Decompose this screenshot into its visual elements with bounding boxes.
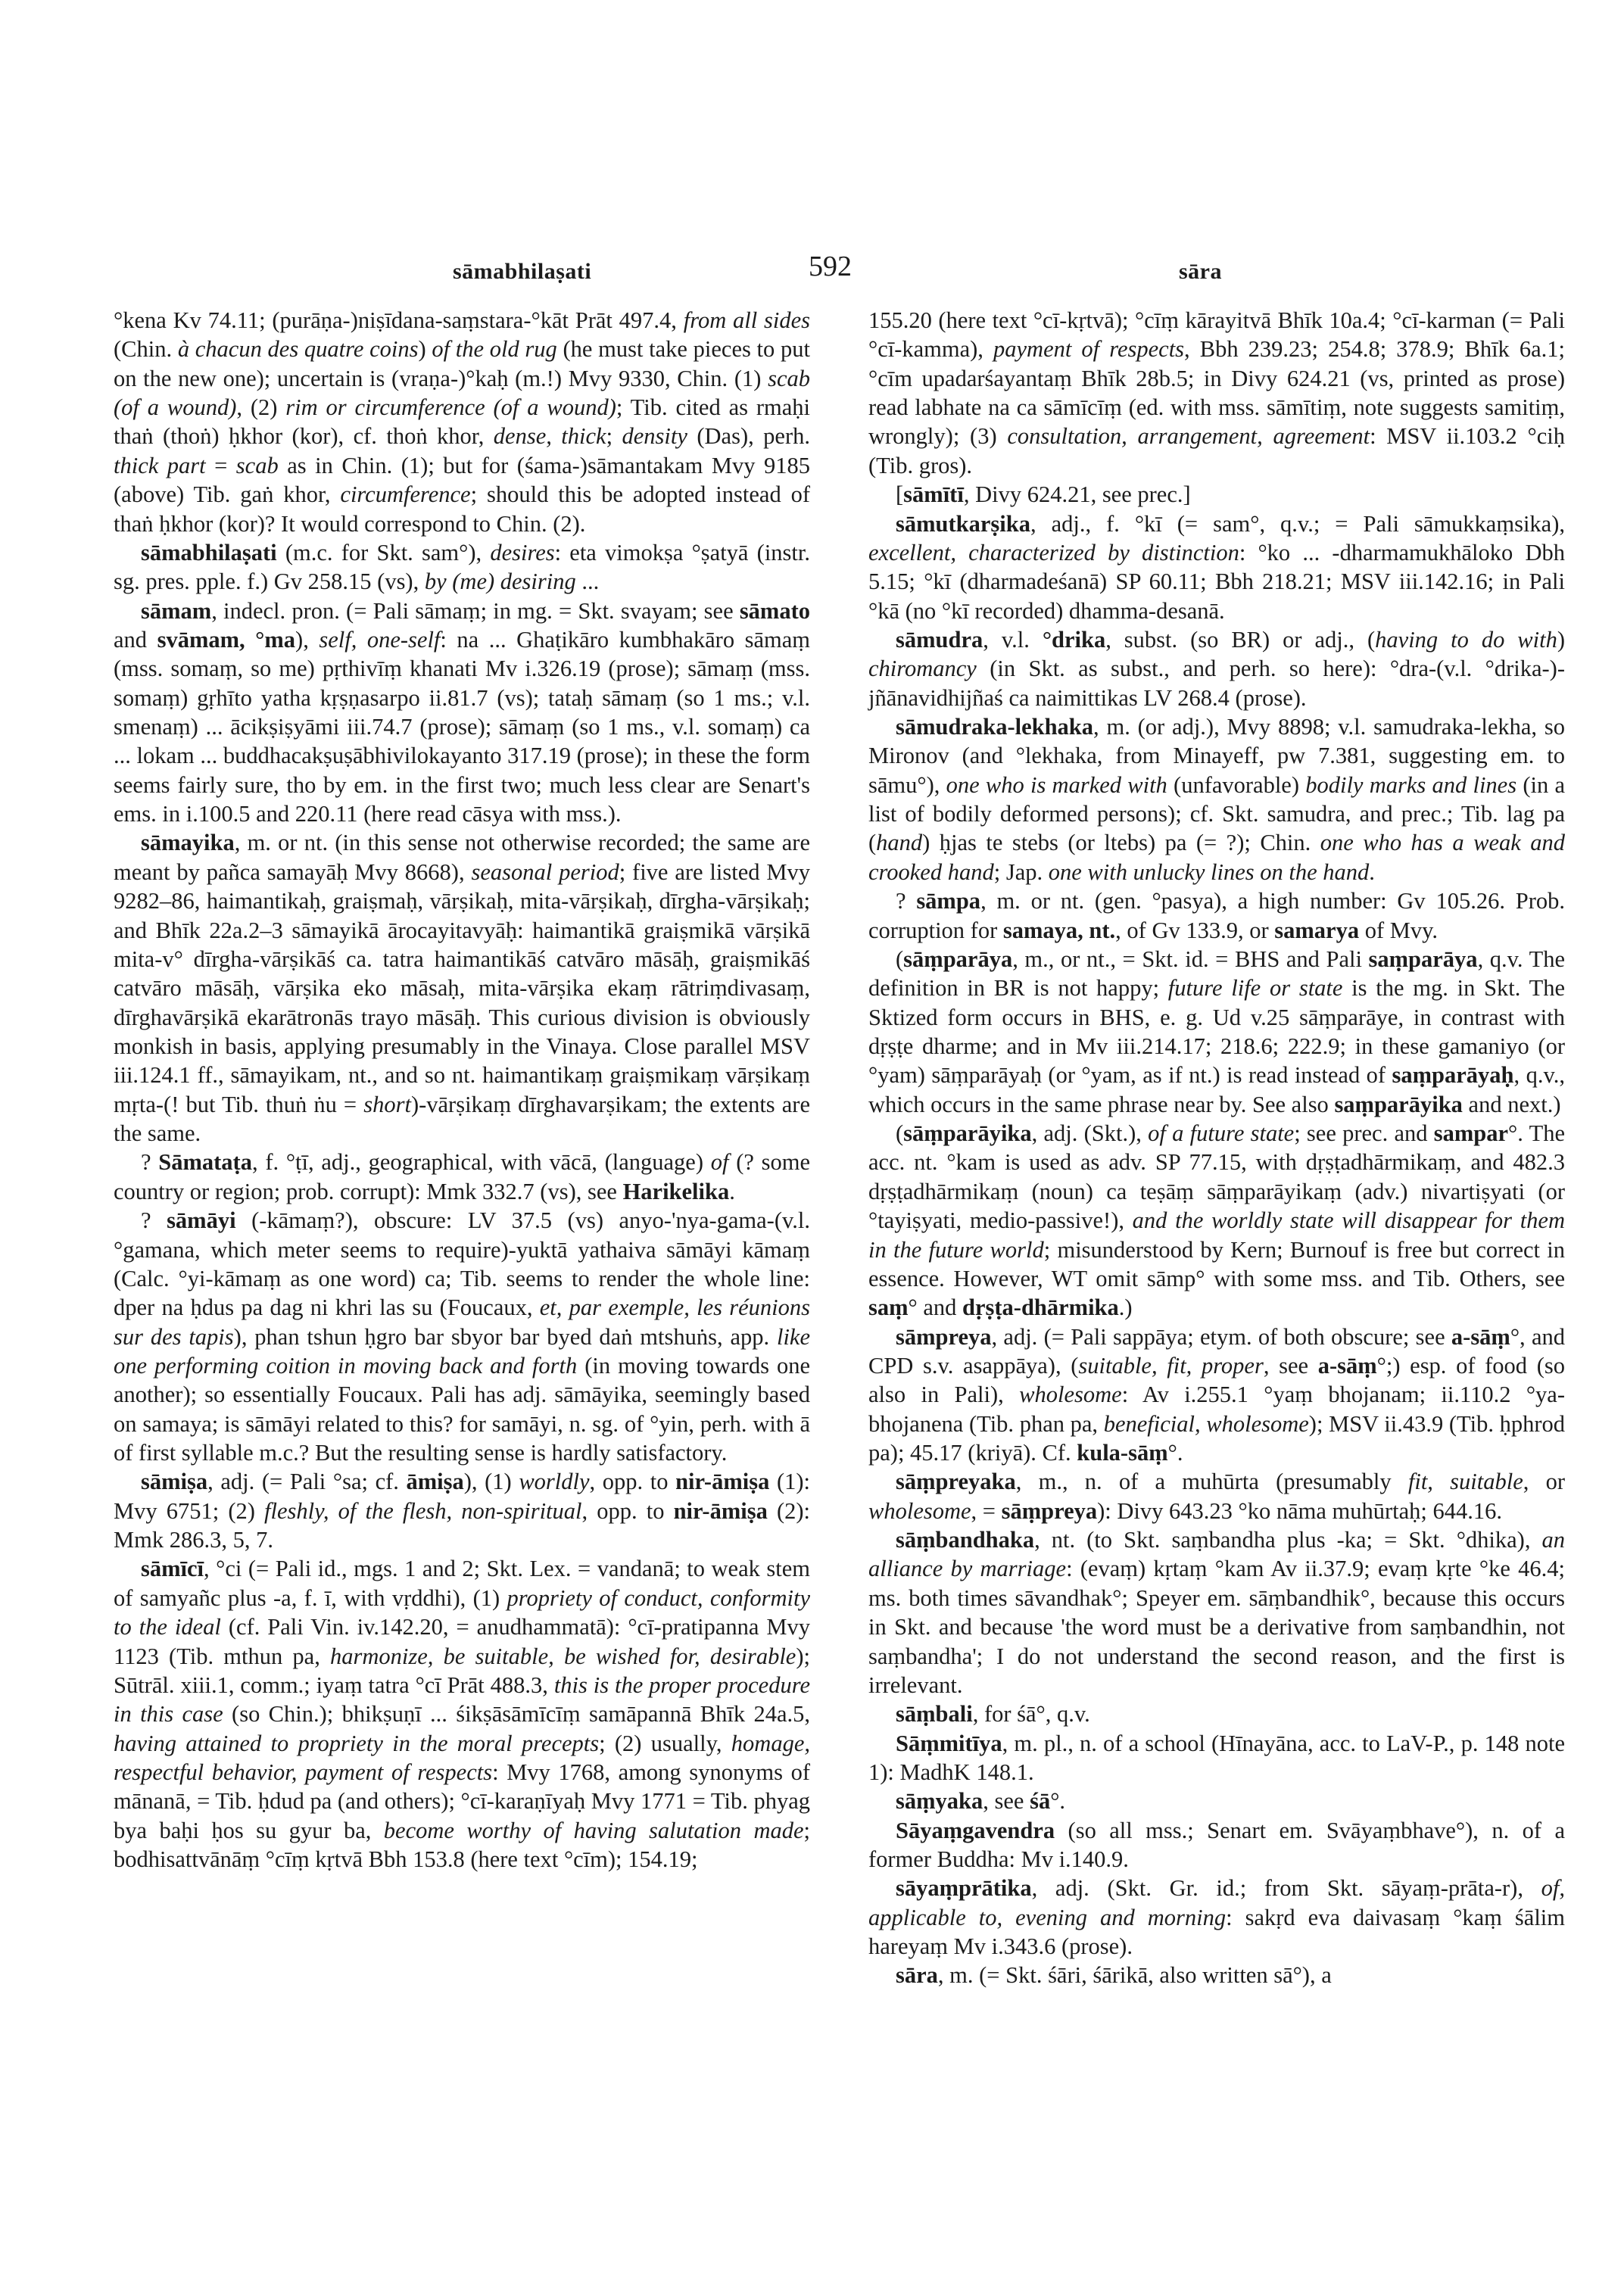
right-guide-word: sāra [1179,259,1222,284]
entry-text: ? [141,1207,167,1234]
entry-text: (2): Mmk 286.3, 5, 7. [114,1497,810,1553]
entry-text: , m. (= Skt. śāri, śārikā, also written sā°), a [937,1962,1332,1989]
entry-text: , = [971,1497,1002,1524]
gloss-italic: wholesome [1019,1382,1122,1408]
headword: sāmudra [896,626,983,653]
entry-text: , opp. to [581,1497,674,1524]
entry-text: (cf. Pali Vin. iv.142.20, = anudhammatā): °cī-pratipanna Mvy 1123 (Tib. mthun pa, [114,1614,810,1669]
gloss-italic: and the worldly state will disappear for them in the future world [868,1207,1565,1263]
headword: Harikelika [622,1178,730,1204]
entry-text: , indecl. pron. (= Pali sāmaṃ; in mg. = Skt. svayam; see [211,597,740,624]
entry-text: , m. (or adj.), Mvy 8898; v.l. samudraka-lekha, so Mironov (and °lekhaka, from Minayeff, pw 7.381, suggesting em. to sāmu°), [868,714,1565,798]
left-guide-word: sāmabhilaṣati [453,259,592,284]
gloss-italic: scab (of a wound) [114,365,810,421]
entry-text: , adj. (= Pali °sa; cf. [207,1469,407,1495]
entry-text: ), phan tshun ḥgro bar sbyor bar byed daṅ mtshuṅs, app. [233,1323,777,1350]
entry-text: of Mvy. [1359,917,1438,943]
headword: sāṃparāyika [903,1120,1032,1147]
gloss-italic: payment of respects [993,336,1185,363]
page-number: 592 [809,251,852,282]
entry-text: , adj., f. °kī (= sam°, q.v.; = Pali sāmukkaṃsika), [1030,510,1565,537]
gloss-italic: of a future state [1148,1120,1295,1147]
headword: sāmiṣa [141,1469,208,1495]
dictionary-entry [868,1787,1565,1815]
entry-text: , Divy 624.21, see prec.] [963,481,1191,508]
dictionary-entry [868,1729,1565,1787]
entry-text: ; should this be adopted instead of thaṅ ḥkhor (kor)? It would correspond to Chin. (2). [114,481,810,537]
entry-text: ) [1557,626,1565,653]
dictionary-entry [114,597,810,829]
entry-text: °;) esp. of food (so also in Pali), [868,1352,1565,1408]
headword: sāmayika [141,830,235,856]
headword: saṃparāyaḥ [1392,1062,1514,1089]
entry-text: ); MSV ii.43.9 (Tib. ḥphrod pa); 45.17 (kriyā). Cf. [868,1410,1566,1466]
dictionary-entry [868,1323,1565,1468]
entry-text: , m. or nt. (gen. °pasya), a high number: Gv 105.26. Prob. corruption for [868,888,1565,943]
entry-text: : eta vimokṣa °ṣatyā (instr. sg. pres. pple. f.) Gv 258.15 (vs), [114,539,810,595]
gloss-italic: having attained to propriety in the moral precepts [114,1730,600,1756]
gloss-italic: propriety of conduct, conformity to the ideal [114,1584,811,1640]
headword: Sāṃmitīya [896,1730,1002,1756]
entry-text: ; [606,423,622,450]
entry-text: 155.20 (here text °cī-kṛtvā); °cīṃ kārayitvā Bhīk 10a.4; °cī-karman (= Pali °cī-kamma), [868,307,1565,363]
headword: sāṃyaka [896,1788,983,1815]
gloss-italic: this is the proper procedure in this case [114,1671,810,1728]
entry-text: as in Chin. (1); but for (śama-)sāmantakam Mvy 9185 (above) Tib. gaṅ khor, [114,452,810,508]
entry-text: , adj. (Skt. Gr. id.; from Skt. sāyaṃ-prāta-r), [1031,1875,1541,1902]
entry-text: (in Skt. as subst., and perh. so here): °dra-(v.l. °drika-)-jñānavidhijñaś ca naimittikas LV 268.4 (prose). [868,656,1565,711]
entry-text: , nt. (to Skt. saṃbandha plus -ka; = Skt. °dhika), [1034,1527,1542,1553]
entry-text: ; bodhisattvānāṃ °cīṃ kṛtvā Bbh 153.8 (here text °cīm); 154.19; [114,1817,810,1873]
entry-text: : Mvy 1768, among synonyms of mānanā, = Tib. ḥdud pa (and others); °cī-karaṇīyaḥ Mvy 1771 = Tib. phyag bya baḥi ḥos su gyur ba, [114,1759,810,1843]
headword: a-sāṃ [1451,1323,1510,1350]
headword: sāmutkarṣika [896,510,1030,537]
entry-text: °. [1050,1788,1066,1815]
gloss-italic: chiromancy [868,656,977,682]
entry-text: [ [896,481,904,508]
entry-text: (Chin. [114,336,178,363]
gloss-italic: density [622,423,687,450]
headword: sāṃbali [896,1701,973,1728]
dictionary-entry [114,1206,810,1467]
entry-text: ; Jap. [993,858,1049,885]
dictionary-entry [868,306,1565,480]
gloss-italic: à chacun des quatre coins [177,336,419,363]
headword: sāmudraka-lekhaka [896,714,1094,740]
entry-text: .) [1118,1294,1133,1321]
headword: sāṃparāya [903,946,1013,972]
entry-text: ), [295,626,320,653]
entry-text: (in moving towards one another); so essentially Foucaux. Pali has adj. sāmāyika, seemingly based on samaya; is sāmāyi related to this? for samāyi, n. sg. of °yin, perh. with ā of first syllable m.c.? But the resulting sense is hardly satisfactory. [114,1352,810,1466]
headword: nir-āmiṣa [675,1469,770,1495]
gloss-italic: dense, thick [493,423,606,450]
dictionary-entry [868,480,1565,509]
entry-text: °. The acc. nt. °kam is used as adv. SP 77.15, with dṛṣṭadhārmikaṃ, and 482.3 dṛṣṭadhārmikaṃ (noun) ca teṣāṃ sāṃparāyikaṃ (adv.) nivartiṣyati (or °tayiṣyati, medio-passive!), [868,1120,1565,1234]
gloss-italic: scab [235,452,279,478]
entry-text: (so all mss.; Senart em. Svāyaṃbhave°), n. of a former Buddha: Mv i.140.9. [868,1817,1565,1873]
headword: sāmītī [903,481,964,508]
gloss-italic: having to do with [1375,626,1557,653]
entry-text: (in a list of bodily deformed persons); cf. Skt. samudra, and prec.; Tib. lag pa ( [868,771,1565,856]
entry-text: is the mg. in Skt. The Sktized form occurs in BHS, e. g. Ud v.25 sāṃparāye, in contrast with dṛṣṭe dharme; and in Mv iii.214.17; 218.6; 222.9; in these gamaniyo (or °yam) sāṃparāyaḥ (or °yam, as if nt.) is read instead of [868,975,1565,1089]
entry-text: : na ... Ghaṭikāro kumbhakāro sāmaṃ (mss. somaṃ, so me) pṛthivīṃ khanati Mv i.326.19 (prose); sāmaṃ (mss. somaṃ) gṛhīto yatha kṛṣṇasarpo ii.81.7 (vs); tataḥ sāmaṃ (so 1 ms.; v.l. smenaṃ) ... ācikṣiṣyāmi iii.74.7 (prose); sāmaṃ (so 1 ms., v.l. somaṃ) ca ... lokam ... buddhacakṣuṣābhivilokayanto 317.19 (prose); in these the form seems fairly sure, tho by em. in the first two; much less clear are Senart's ems. in i.100.5 and 220.11 (here read cāsya with mss.). [114,626,810,827]
gloss-italic: self, one-self [319,626,441,653]
gloss-italic: suitable, fit, proper [1078,1352,1264,1379]
entry-text: and [114,626,157,653]
headword: svāmam, °ma [157,626,296,653]
entry-text: (so Chin.); bhikṣuṇī ... śikṣāsāmīcīṃ samāpannā Bhīk 24a.5, [223,1701,810,1728]
headword: sāmpreya [896,1323,992,1350]
dictionary-entry [114,1148,810,1206]
running-header [0,250,1624,295]
gloss-italic: et, par exemple, les réunions sur des tapis [114,1294,810,1350]
entry-text: , adj. (= Pali sappāya; etym. of both obscure; see [991,1323,1451,1350]
entry-text: ; five are listed Mvy 9282–86, haimantikaḥ, graiṣmaḥ, vārṣikaḥ, mita-vārṣikaḥ, dīrgha-vārṣikaḥ; and Bhīk 22a.2–3 sāmayikā ārocayitavyāḥ: haimantikā graiṣmikā vārṣikā mita-v° dīrgha-vārṣikāś ca. tatra haimantikāś catvāro māsāḥ, graiṣmikāś catvāro māsāḥ, vārṣika eko māsaḥ, mita-vārṣika ekaṃ rātriṃdivasaṃ, dīrghavārṣikā ekarātronās trayo māsāḥ. This curious division is obviously monkish in basis, applying presumably in the Vinaya. Close parallel MSV iii.124.1 ff., sāmayikam, nt., and so nt. haimantikaṃ graiṣmikaṃ vārṣikaṃ mṛta-(! but Tib. thuṅ ṅu = [114,858,810,1117]
entry-text: , q.v. The definition in BR is not happy; [868,946,1565,1002]
gloss-italic: fit, suitable [1407,1469,1523,1495]
gloss-italic: desires [490,539,555,565]
dictionary-entry [114,1467,810,1554]
entry-text: ; Tib. cited as rmaḥi thaṅ (thoṅ) ḥkhor (kor), cf. thoṅ khor, [114,394,810,450]
headword: sāṃpreya [1001,1497,1098,1524]
entry-text: °. [1167,1440,1183,1466]
gloss-italic: excellent, characterized by distinction [868,539,1239,565]
entry-text: ° and [908,1294,963,1321]
entry-text: , (2) [236,394,286,421]
entry-text: , f. °ṭī, adj., geographical, with vācā, (language) [251,1149,711,1176]
dictionary-entry [868,1525,1565,1699]
headword: sāmato [739,597,810,624]
entry-text: , Bbh 239.23; 254.8; 378.9; Bhīk 6a.1; °cīm upadarśayantaṃ Bhīk 28b.5; in Divy 624.21 (vs, printed as prose) read labhate na ca sāmīcīṃ (ed. with mss. sāmītiṃ, note suggests samitiṃ, wrongly); (3) [868,336,1566,450]
headword: sāmpa [916,888,981,914]
gloss-italic: one with unlucky lines on the hand [1048,858,1370,885]
entry-text: = [205,452,236,478]
entry-text: (he must take pieces to put on the new one); uncertain is (vraṇa-)°kaḥ (m.!) Mvy 9330, Chin. (1) [114,336,810,391]
entry-text: ( [896,946,904,972]
entry-text: ) ḥjas te stebs (or ltebs) pa (= ?); Chin. [922,830,1320,856]
headword: Sāmataṭa [158,1149,252,1176]
dictionary-entry [868,712,1565,886]
entry-text: and next.) [1462,1091,1561,1117]
gloss-italic: homage, respectful behavior, payment of respects [114,1730,810,1785]
gloss-italic: seasonal period [471,858,619,885]
entry-text: , °ci (= Pali id., mgs. 1 and 2; Skt. Lex. = vandanā; to weak stem of samyañc plus -a, f. ī, with vṛddhi), (1) [114,1556,810,1611]
gloss-italic: of the old rug [432,336,557,363]
gloss-italic: consultation, arrangement, agreement [1007,423,1370,450]
gloss-italic: wholesome [868,1497,971,1524]
entry-text: ; (2) usually, [599,1730,731,1756]
entry-text: ( [896,1120,904,1147]
dictionary-entry [868,625,1565,712]
entry-text: °kena Kv 74.11; (purāṇa-)niṣīdana-saṃstara-°kāt Prāt 497.4, [114,307,684,333]
entry-text: ? [141,1149,159,1176]
entry-text: , m. or nt. (in this sense not otherwise recorded; the same are meant by pañca samayāḥ Mvy 8668), [114,830,810,885]
entry-text: , of Gv 133.9, or [1115,917,1275,943]
entry-text: . [729,1178,735,1204]
entry-text: , m., or nt., = Skt. id. = BHS and Pali [1012,946,1369,972]
gloss-italic: rim or circumference (of a wound) [285,394,616,421]
dictionary-entry [868,1699,1565,1728]
dictionary-entry [868,1816,1565,1874]
dictionary-entry [868,886,1565,945]
dictionary-entry [868,945,1565,1119]
headword: sāra [896,1962,938,1989]
gloss-italic: an alliance by marriage [868,1527,1565,1582]
dictionary-entry [868,509,1565,625]
gloss-italic: fleshly, of the flesh, non-spiritual [264,1497,582,1524]
gloss-italic: hand [876,830,923,856]
gloss-italic: harmonize, be suitable, be wished for, desirable [330,1643,796,1669]
entry-text: , see [1263,1352,1318,1379]
gloss-italic: thick part [114,452,206,478]
entry-text: (unfavorable) [1167,771,1306,798]
headword: samarya [1274,917,1360,943]
entry-text: , for śā°, q.v. [972,1701,1090,1728]
entry-text: ); Sūtrāl. xiii.1, comm.; iyaṃ tatra °cī Prāt 488.3, [114,1643,810,1698]
headword: saṃ [868,1294,909,1321]
headword: śā [1030,1788,1051,1815]
gloss-italic: of, applicable to, evening and morning [868,1875,1565,1930]
entry-text: . [1369,858,1375,885]
headword: kula-sāṃ [1077,1440,1168,1466]
gloss-italic: become worthy of having salutation made [383,1817,804,1843]
headword: sāmāyi [167,1207,236,1234]
entry-text: ; misunderstood by Kern; Burnouf is free but correct in essence. However, WT omit sāmp° with some mss. and Tib. Others, see [868,1236,1565,1291]
gloss-italic: one who is marked with [946,771,1167,798]
entry-text: , m., n. of a muhūrta (presumably [1015,1469,1408,1495]
entry-text: : Av i.255.1 °yaṃ bhojanam; ii.110.2 °ya-bhojanena (Tib. phan pa, [868,1382,1565,1437]
headword: °drika [1042,626,1106,653]
gloss-italic: circumference [340,481,471,508]
gloss-italic: future life or state [1167,975,1343,1002]
headword: sāṃpreyaka [896,1469,1016,1495]
entry-text: ... [575,569,600,595]
entry-text: ) [418,336,432,363]
headword: nir-āmiṣa [673,1497,768,1524]
entry-text: (-kāmaṃ?), obscure: LV 37.5 (vs) anyo-'nya-gama-(v.l. °gamana, which meter seems to require)-yuktā yathaiva sāmāyi kāmaṃ (Calc. °yi-kāmaṃ as one word) ca; Tib. seems to render the whole line: dper na ḥdus pa dag ni khri las su (Foucaux, [114,1207,810,1321]
entry-text: : sakṛd eva daivasaṃ °kaṃ śālim hareyaṃ Mv i.343.6 (prose). [868,1904,1565,1960]
dictionary-entry [114,1554,810,1874]
dictionary-entry [868,1467,1565,1525]
gloss-italic: of [710,1149,729,1176]
dictionary-entry [114,538,810,597]
entry-text: , or [1523,1469,1565,1495]
dictionary-entry [868,1119,1565,1323]
headword: saṃparāyika [1334,1091,1463,1117]
dictionary-entry [868,1961,1565,1989]
entry-text: : °ko ... -dharmamukhāloko Dbh 5.15; °kī (dharmadeśanā) SP 60.11; Bbh 218.21; MSV iii.142.16; in Pali °kā (no °kī recorded) dhamma-desanā. [868,539,1565,624]
dictionary-entry [114,306,810,538]
entry-text: ? [896,888,917,914]
gloss-italic: like one performing coition in moving back and forth [114,1323,810,1379]
gloss-italic: by (me) desiring [424,569,576,595]
entry-text: , m. pl., n. of a school (Hīnayāna, acc. to LaV-P., p. 148 note 1): MadhK 148.1. [868,1730,1565,1785]
gloss-italic: from all sides [683,307,811,333]
gloss-italic: worldly [519,1469,590,1495]
gloss-italic: short [363,1091,411,1117]
headword: saṃparāya [1368,946,1478,972]
entry-text: (m.c. for Skt. sam°), [276,539,491,565]
entry-text: (1): Mvy 6751; (2) [114,1469,810,1524]
headword: samaya, nt. [1002,917,1116,943]
headword: sāmabhilaṣati [141,539,277,565]
gloss-italic: bodily marks and lines [1305,771,1517,798]
entry-text: (? some country or region; prob. corrupt): Mmk 332.7 (vs), see [114,1149,811,1204]
dictionary-entry [868,1874,1565,1961]
entry-text: , see [983,1788,1030,1815]
entry-text: (Das), perh. [687,423,810,450]
headword: dṛṣṭa-dhārmika [962,1294,1119,1321]
entry-text: , q.v., which occurs in the same phrase near by. See also [868,1062,1565,1117]
headword: āmiṣa [406,1469,464,1495]
entry-text: )-vārṣikaṃ dīrghavarṣikam; the extents are the same. [114,1091,810,1147]
gloss-italic: beneficial, wholesome [1103,1410,1309,1437]
entry-text: °, and CPD s.v. asappāya), ( [868,1323,1565,1379]
entry-text: ; see prec. and [1294,1120,1434,1147]
headword: sāyaṃprātika [896,1875,1032,1902]
left-column [114,306,810,1874]
entry-text: , subst. (so BR) or adj., ( [1105,626,1376,653]
headword: sampar [1433,1120,1509,1147]
entry-text: , v.l. [983,626,1043,653]
headword: sāmam [141,597,212,624]
entry-text: , adj. (Skt.), [1031,1120,1149,1147]
entry-text: : MSV ii.103.2 °ciḥ (Tib. gros). [868,423,1566,478]
entry-text: , opp. to [589,1469,676,1495]
right-column [868,306,1565,1990]
headword: a-sāṃ [1317,1352,1377,1379]
entry-text: : (evaṃ) kṛtaṃ °kam Av ii.37.9; evaṃ kṛte °ke 46.4; ms. both times sāvandhak°; Speyer em. sāṃbandhik°, because this occurs in Skt. and because 'the word must be a derivative from saṃbandhin, not saṃbandha'; I do not understand the second reason, and the first is irrelevant. [868,1556,1565,1698]
headword: sāṃbandhaka [896,1527,1035,1553]
gloss-italic: one who has a weak and crooked hand [868,830,1565,885]
headword: Sāyaṃgavendra [896,1817,1055,1843]
entry-text: ): Divy 643.23 °ko nāma muhūrtaḥ; 644.16. [1097,1497,1503,1524]
headword: sāmīcī [141,1556,204,1582]
dictionary-entry [114,828,810,1148]
entry-text: ), (1) [463,1469,519,1495]
